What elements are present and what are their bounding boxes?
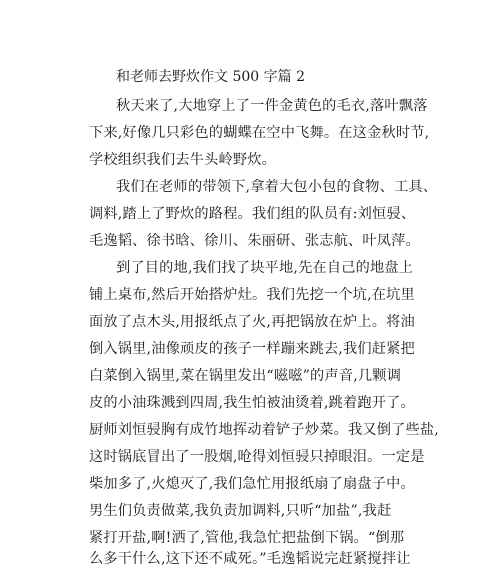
paragraph-2-line-2: 调料,踏上了野炊的路程。我们组的队员有:刘恒骎、 xyxy=(89,206,416,222)
paragraph-1-line-3: 学校组织我们去牛头岭野炊。 xyxy=(89,152,277,168)
paragraph-3-line-10: 男生们负责做菜,我负责加调料,只听“加盐”,我赶 xyxy=(89,503,392,519)
paragraph-3-line-3: 面放了点木头,用报纸点了火,再把锅放在炉上。将油 xyxy=(89,314,415,330)
paragraph-1-line-1: 秋天来了,大地穿上了一件金黄色的毛衣,落叶飘落 xyxy=(116,98,428,114)
paragraph-3-line-8: 这时锅底冒出了一股烟,呛得刘恒骎只掉眼泪。一定是 xyxy=(89,449,425,465)
paragraph-3-line-6: 皮的小油珠溅到四周,我生怕被油烫着,跳着跑开了。 xyxy=(89,395,415,411)
paragraph-3-line-12: 么多干什么,这下还不咸死。”毛逸韬说完赶紧搅拌让 xyxy=(89,551,411,566)
essay-title: 和老师去野炊作文 500 字篇 2 xyxy=(116,69,305,85)
paragraph-3-line-5: 白菜倒入锅里,菜在锅里发出“嗞嗞”的声音,几颗调 xyxy=(89,368,402,384)
paragraph-2-line-3: 毛逸韬、徐书晗、徐川、朱丽研、张志航、叶凤萍。 xyxy=(89,233,420,249)
paragraph-3-line-9: 柴加多了,火熄灭了,我们急忙用报纸扇了扇盘子中。 xyxy=(89,476,415,492)
paragraph-3-line-4: 倒入锅里,油像顽皮的孩子一样蹦来跳去,我们赶紧把 xyxy=(89,341,415,357)
paragraph-1-line-2: 下来,好像几只彩色的蝴蝶在空中飞舞。在这金秋时节, xyxy=(89,125,430,141)
paragraph-3-line-1: 到了目的地,我们找了块平地,先在自己的地盘上 xyxy=(116,260,414,276)
paragraph-2-line-1: 我们在老师的带领下,拿着大包小包的食物、工具、 xyxy=(116,179,438,195)
paragraph-3-line-7: 厨师刘恒骎胸有成竹地挥动着铲子炒菜。我又倒了些盐, xyxy=(89,422,440,438)
paragraph-3-line-11: 紧打开盐,啊!洒了,管他,我急忙把盐倒下锅。“倒那 xyxy=(89,530,405,546)
paragraph-3-line-2: 铺上桌布,然后开始搭炉灶。我们先挖一个坑,在坑里 xyxy=(89,287,415,303)
